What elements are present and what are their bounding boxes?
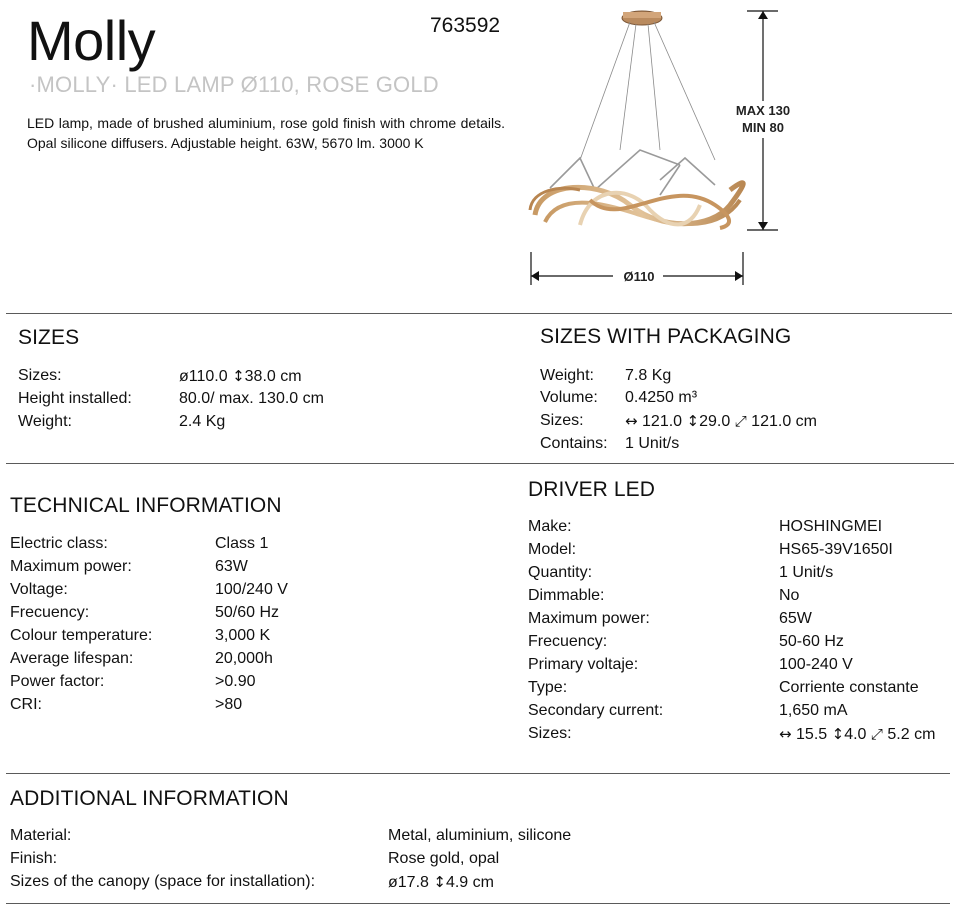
driver-depth: 5.2 cm (887, 726, 936, 743)
sizes-label: Sizes: (18, 367, 62, 384)
technical-value: >80 (215, 696, 243, 713)
additional-value: Metal, aluminium, silicone (388, 827, 572, 844)
technical-label: Frecuency: (10, 604, 90, 621)
technical-value: 20,000h (215, 650, 273, 667)
canopy-top (623, 12, 661, 18)
product-description: LED lamp, made of brushed aluminium, rose gold finish with chrome details. Opal silicone diffusers. Adjustable height. 63W, 5670 lm. 3000 K (27, 115, 505, 151)
additional-heading: ADDITIONAL INFORMATION (10, 787, 289, 810)
packaging-width: 121.0 (642, 413, 683, 430)
driver-label: Secondary current: (528, 702, 664, 719)
height-value: 38.0 cm (244, 368, 302, 385)
product-name: Molly (27, 9, 156, 72)
suspension-cables (580, 22, 715, 160)
additional-value: Rose gold, opal (388, 850, 500, 867)
sizes-value (179, 365, 302, 388)
driver-value: Corriente constante (779, 679, 919, 696)
driver-label: Dimmable: (528, 587, 605, 604)
diameter-label: Ø110 (623, 269, 655, 284)
led-rings (530, 183, 743, 228)
divider-top (6, 313, 952, 314)
driver-sizes-value (779, 723, 935, 746)
packaging-depth: 121.0 cm (751, 413, 817, 430)
driver-width: 15.5 (796, 726, 828, 743)
arrow-right-head (735, 271, 743, 281)
driver-value: No (779, 587, 800, 604)
technical-label: Maximum power: (10, 558, 132, 575)
packaging-contains-value: 1 Unit/s (625, 435, 680, 452)
technical-label: Power factor: (10, 673, 105, 690)
driver-value: 50-60 Hz (779, 633, 844, 650)
driver-label: Sizes: (528, 725, 572, 742)
packaging-height: 29.0 (699, 413, 731, 430)
packaging-contains-label: Contains: (540, 435, 608, 452)
diagonal-arrow-icon: ⤢ (870, 725, 883, 743)
arrow-down-head (758, 222, 768, 230)
width-arrow-icon: ↔ (779, 725, 792, 743)
canopy-height: 4.9 cm (445, 874, 494, 891)
additional-label: Material: (10, 827, 72, 844)
diameter-value: ø110.0 (179, 368, 228, 385)
packaging-heading: SIZES WITH PACKAGING (540, 325, 792, 348)
technical-value: 50/60 Hz (215, 604, 280, 621)
technical-value: 63W (215, 558, 248, 575)
driver-value: 1 Unit/s (779, 564, 834, 581)
height-arrow-icon: ↕ (433, 873, 446, 891)
packaging-volume-label: Volume: (540, 389, 598, 406)
driver-label: Model: (528, 541, 577, 558)
technical-value: >0.90 (215, 673, 256, 690)
weight-label: Weight: (18, 413, 72, 430)
height-arrow-icon: ↕ (232, 367, 245, 385)
additional-label: Sizes of the canopy (space for installation): (10, 873, 316, 890)
canopy-diameter: ø17.8 (388, 874, 429, 891)
divider-middle (6, 463, 954, 464)
divider-end (6, 903, 950, 904)
driver-value: HOSHINGMEI (779, 518, 883, 535)
driver-value: 100-240 V (779, 656, 853, 673)
sizes-heading: SIZES (18, 326, 80, 349)
height-max-label: MAX 130 (735, 103, 791, 118)
arrow-left-head (531, 271, 539, 281)
driver-value: 65W (779, 610, 812, 627)
height-min-label: MIN 80 (742, 120, 784, 135)
height-arrow-icon: ↕ (686, 412, 700, 430)
driver-label: Frecuency: (528, 633, 608, 650)
technical-label: Average lifespan: (10, 650, 134, 667)
divider-bottom (6, 773, 950, 774)
driver-label: Make: (528, 518, 572, 535)
technical-label: Colour temperature: (10, 627, 153, 644)
driver-label: Quantity: (528, 564, 593, 581)
packaging-weight-label: Weight: (540, 367, 594, 384)
height-arrow-icon: ↕ (831, 725, 845, 743)
diagonal-arrow-icon: ⤢ (734, 412, 747, 430)
packaging-volume-value: 0.4250 m³ (625, 389, 698, 406)
height-installed-label: Height installed: (18, 390, 132, 407)
technical-label: Voltage: (10, 581, 68, 598)
technical-value: 100/240 V (215, 581, 288, 598)
arrow-up-head (758, 11, 768, 19)
technical-value: Class 1 (215, 535, 269, 552)
driver-label: Type: (528, 679, 568, 696)
driver-value: 1,650 mA (779, 702, 848, 719)
driver-heading: DRIVER LED (528, 478, 656, 501)
driver-label: Primary voltaje: (528, 656, 639, 673)
technical-value: 3,000 K (215, 627, 271, 644)
canopy-sizes-value (388, 871, 494, 894)
width-arrow-icon: ↔ (625, 412, 638, 430)
lamp-drawing (520, 0, 810, 297)
driver-value: HS65-39V1650I (779, 541, 893, 558)
weight-value: 2.4 Kg (179, 413, 226, 430)
product-code: 763592 (430, 14, 501, 37)
lamp-illustration (520, 0, 810, 292)
driver-label: Maximum power: (528, 610, 650, 627)
technical-heading: TECHNICAL INFORMATION (10, 494, 282, 517)
packaging-sizes-label: Sizes: (540, 412, 584, 429)
packaging-weight-value: 7.8 Kg (625, 367, 672, 384)
additional-label: Finish: (10, 850, 58, 867)
height-installed-value: 80.0/ max. 130.0 cm (179, 390, 324, 407)
product-subtitle: ·MOLLY· LED LAMP Ø110, ROSE GOLD (29, 72, 439, 97)
packaging-sizes-value (625, 410, 817, 433)
driver-height: 4.0 (844, 726, 867, 743)
technical-label: Electric class: (10, 535, 108, 552)
technical-label: CRI: (10, 696, 42, 713)
